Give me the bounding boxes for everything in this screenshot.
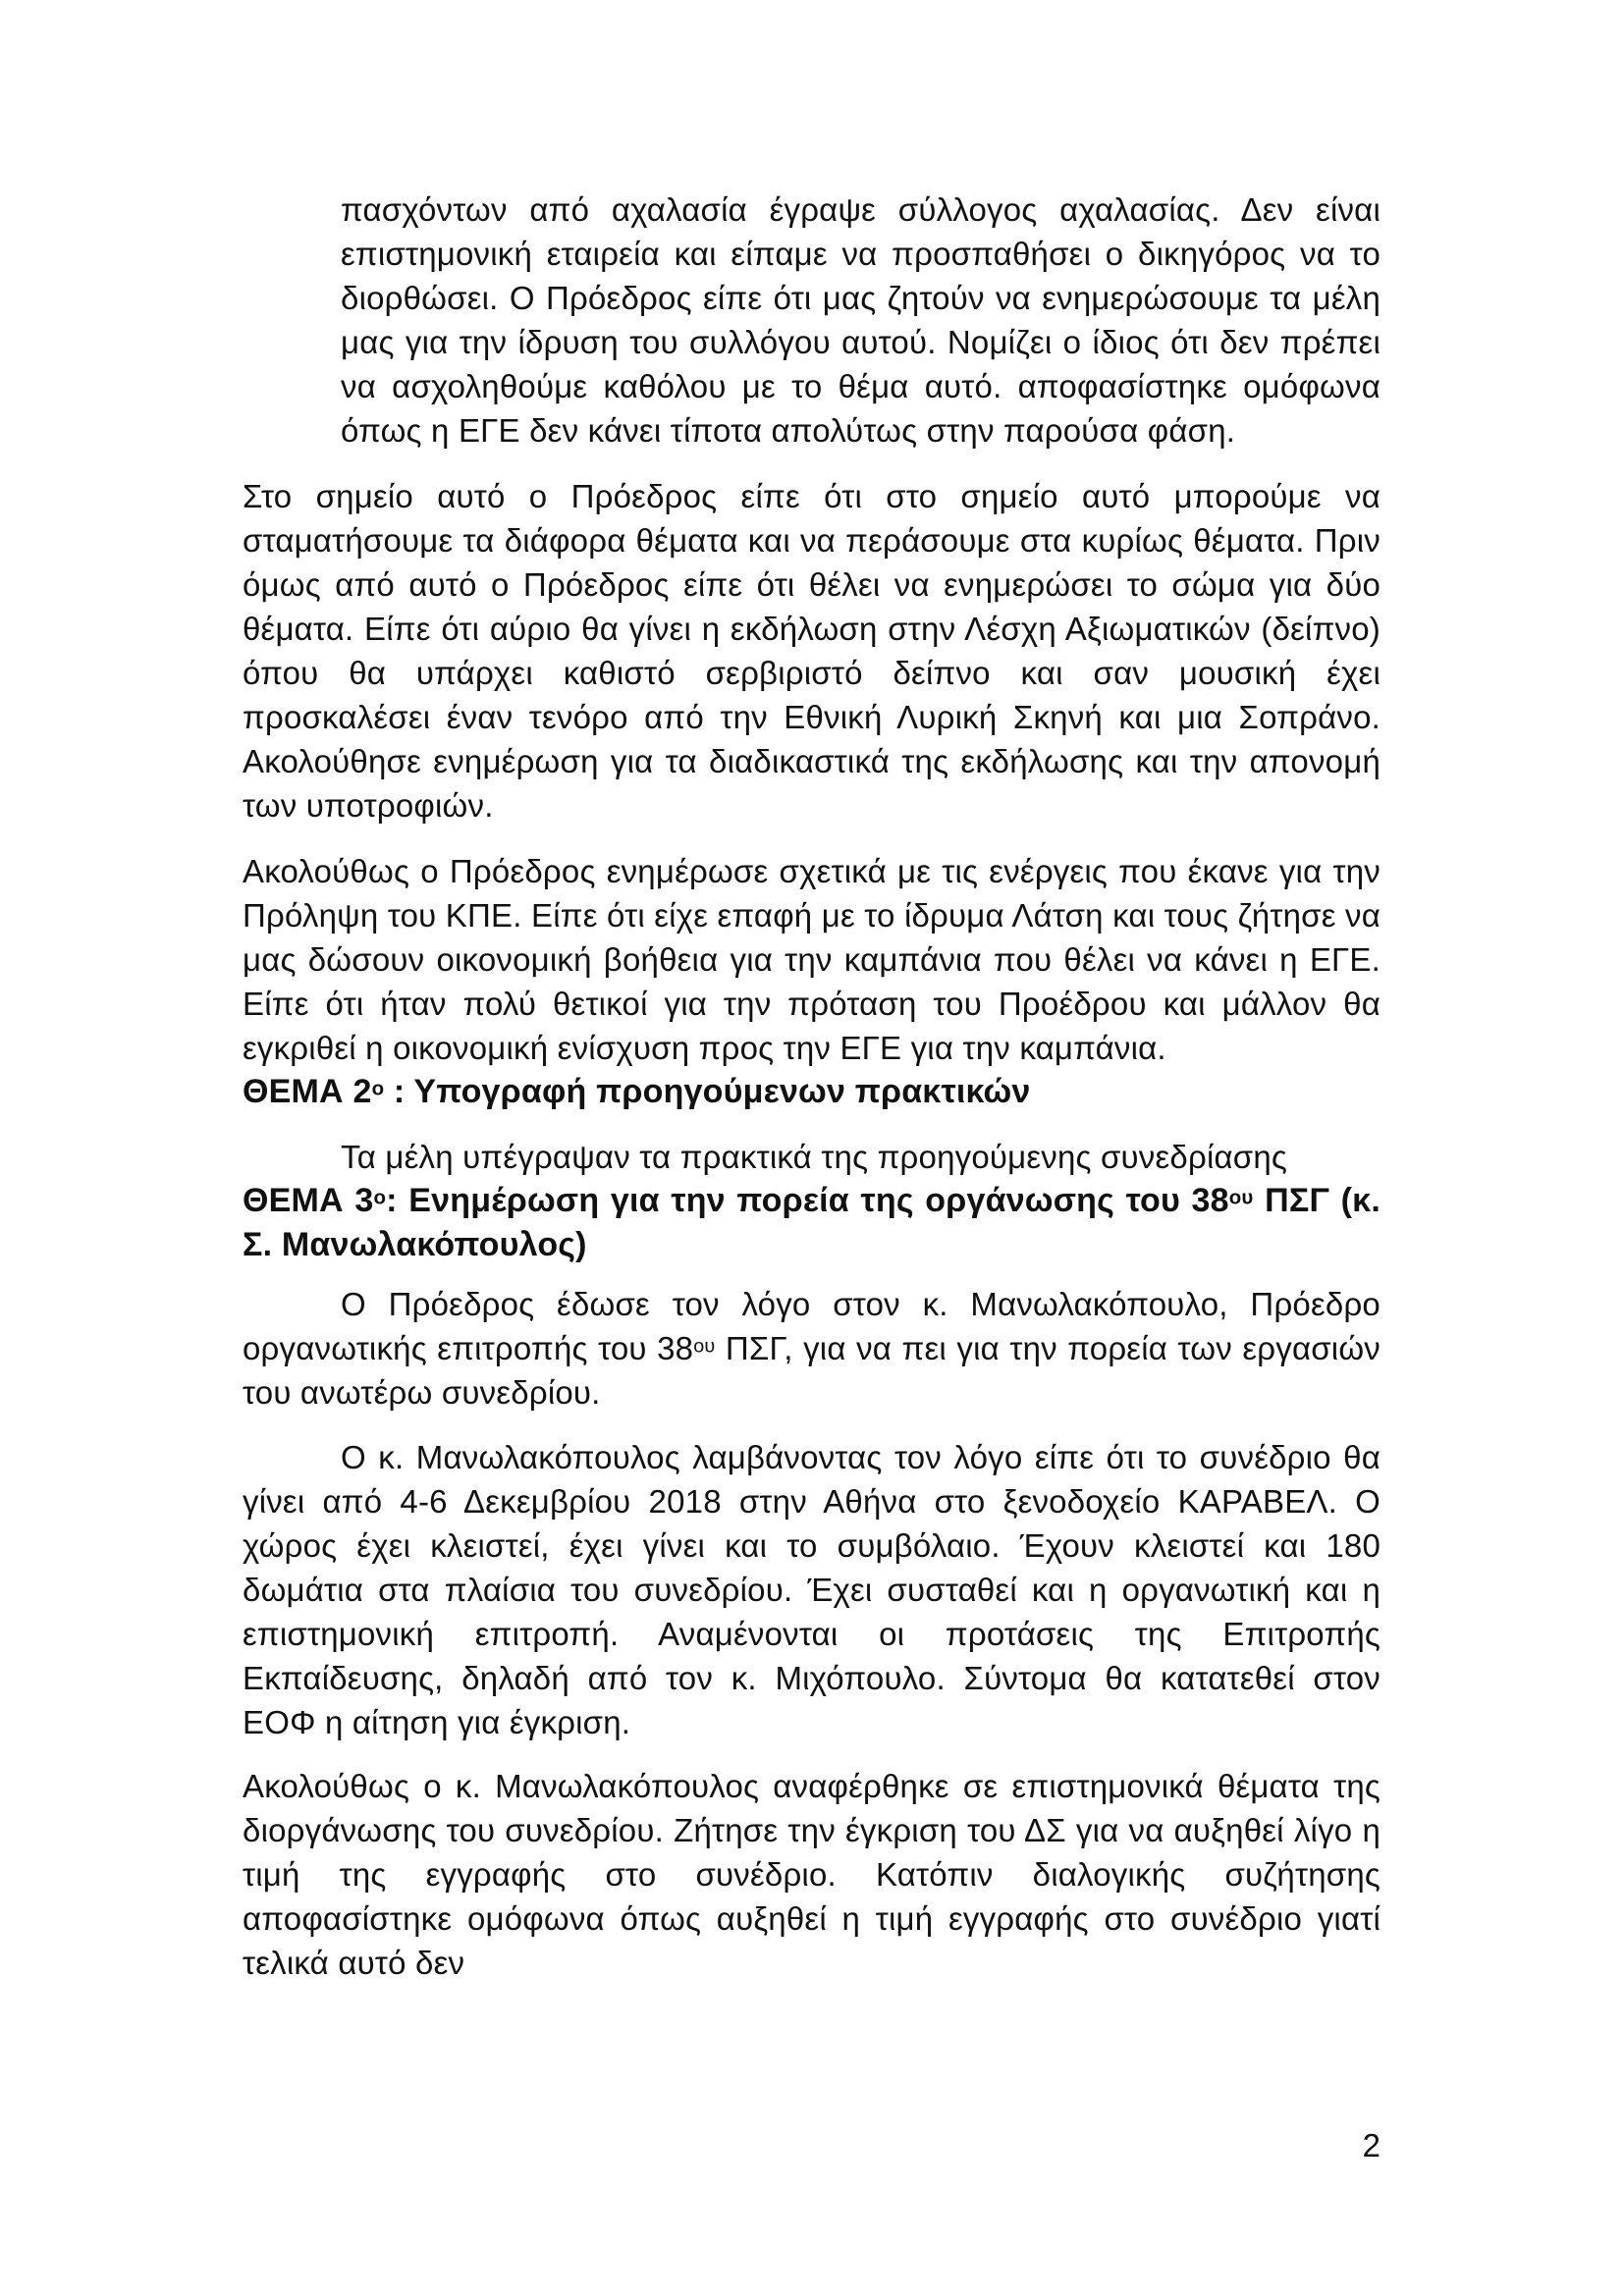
topic3-ordinal-superscript: ο	[373, 1187, 387, 1209]
paragraph-kpe-update: Ακολούθως ο Πρόεδρος ενημέρωσε σχετικά με τις ενέργεις που έκανε για την Πρόληψη του ΚΠΕ. Είπε ότι είχε επαφή με το ίδρυμα Λάτση και τους ζήτησε να μας δώσουν οικονομική βοήθεια για την καμπάνια που θέλει να κάνει η ΕΓΕ. Είπε ότι ήταν πολύ θετικοί για την πρόταση του Προέδρου και μάλλον θα εγκριθεί η οικονομική ενίσχυση προς την ΕΓΕ για την καμπάνια.	[243, 853, 1380, 1066]
paragraph-registration-fee: Ακολούθως ο κ. Μανωλακόπουλος αναφέρθηκε σε επιστημονικά θέματα της διοργάνωσης του συνεδρίου. Ζήτησε την έγκριση του ΔΣ για να αυξηθεί λίγο η τιμή της εγγραφής στο συνέδριο. Κατόπιν διαλογικής συζήτησης αποφασίστηκε ομόφωνα όπως αυξηθεί η τιμή εγγραφής στο συνέδριο γιατί τελικά αυτό δεν	[243, 1768, 1380, 1981]
topic3-heading-part1: ΘΕΜΑ 3	[243, 1182, 374, 1219]
paragraph-floor-given-part1: Ο Πρόεδρος έδωσε τον λόγο στον κ. Μανωλακόπουλο, Πρόεδρο οργανωτικής επιτροπής του 38	[243, 1286, 1380, 1366]
paragraph-congress-progress: Ο κ. Μανωλακόπουλος λαμβάνοντας τον λόγο είπε ότι το συνέδριο θα γίνει από 4-6 Δεκεμβρίου 2018 στην Αθήνα στο ξενοδοχείο ΚΑΡΑΒΕΛ. Ο χώρος έχει κλειστεί, έχει γίνει και το συμβόλαιο. Έχουν κλειστεί και 180 δωμάτια στα πλαίσια του συνεδρίου. Έχει συσταθεί και η οργανωτική και η επιστημονική επιτροπή. Αναμένονται οι προτάσεις της Επιτροπής Εκπαίδευσης, δηλαδή από τον κ. Μιχόπουλο. Σύντομα θα κατατεθεί στον ΕΟΦ η αίτηση για έγκριση.	[243, 1439, 1380, 1740]
topic3-heading-part3: ΠΣΓ (κ. Σ. Μανωλακόπουλος)	[243, 1182, 1380, 1263]
topic2-heading-prefix: ΘΕΜΑ 2	[243, 1073, 372, 1110]
paragraph-continuation-achalasia: πασχόντων από αχαλασία έγραψε σύλλογος αχαλασίας. Δεν είναι επιστημονική εταιρεία και είπαμε να προσπαθήσει ο δικηγόρος να το διορθώσει. Ο Πρόεδρος είπε ότι μας ζητούν να ενημερώσουμε τα μέλη μας για την ίδρυση του συλλόγου αυτού. Νομίζει ο ίδιος ότι δεν πρέπει να ασχοληθούμε καθόλου με το θέμα αυτό. αποφασίστηκε ομόφωνα όπως η ΕΓΕ δεν κάνει τίποτα απολύτως στην παρούσα φάση.	[341, 191, 1380, 449]
paragraph-floor-given-part2: ΠΣΓ, για να πει για την πορεία των εργασιών του ανωτέρω συνεδρίου.	[243, 1330, 1380, 1411]
topic3-congress-ordinal-superscript: ου	[1228, 1187, 1254, 1209]
paragraph-agenda-transition: Στο σημείο αυτό ο Πρόεδρος είπε ότι στο σημείο αυτό μπορούμε να σταματήσουμε τα διάφορα θέματα και να περάσουμε στα κυρίως θέματα. Πριν όμως από αυτό ο Πρόεδρος είπε ότι θέλει να ενημερώσει το σώμα για δύο θέματα. Είπε ότι αύριο θα γίνει η εκδήλωση στην Λέσχη Αξιωματικών (δείπνο) όπου θα υπάρχει καθιστό σερβιριστό δείπνο και σαν μουσική έχει προσκαλέσει έναν τενόρο από την Εθνική Λυρική Σκηνή και μια Σοπράνο. Ακολούθησε ενημέρωση για τα διαδικαστικά της εκδήλωσης και την απονομή των υποτροφιών.	[243, 478, 1380, 824]
topic3-heading-part2: : Ενημέρωση για την πορεία της οργάνωσης του 38	[386, 1182, 1229, 1219]
congress-ordinal-superscript: ου	[693, 1335, 716, 1358]
topic2-heading	[243, 1070, 1380, 1114]
topic2-ordinal-superscript: ο	[371, 1078, 385, 1100]
paragraph-minutes-signed: Τα μέλη υπέγραψαν τα πρακτικά της προηγούμενης συνεδρίασης	[341, 1139, 1287, 1175]
topic2-heading-rest: : Υπογραφή προηγούμενων πρακτικών	[384, 1073, 1031, 1110]
page-number: 2	[1362, 2127, 1380, 2163]
topic3-heading	[243, 1179, 1380, 1267]
paragraph-floor-given	[243, 1282, 1380, 1415]
